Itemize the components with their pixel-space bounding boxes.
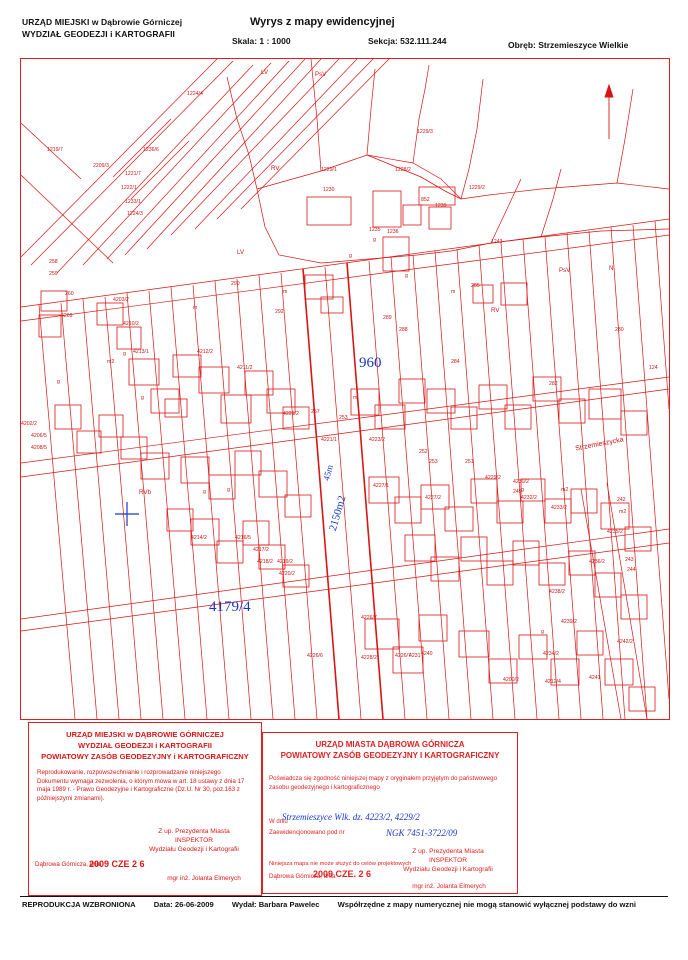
- parcel-label: 1233/1: [125, 199, 141, 205]
- soil-class-label: LV: [261, 69, 269, 76]
- parcel-label: 257: [311, 409, 320, 415]
- street-name-label: Strzemieszycka: [574, 436, 625, 453]
- parcel-label: 1224/3: [127, 211, 143, 217]
- stamp-right-auth1: Z up. Prezydenta Miasta: [412, 848, 484, 855]
- parcel-label: 4213/1: [133, 349, 149, 355]
- handwritten-record-number: NGK 7451-3722/09: [386, 828, 458, 838]
- parcel-label: 4228/2: [361, 655, 377, 661]
- stamp-left-signer: mgr inż. Jolanta Elmerych: [167, 875, 241, 882]
- parcel-label: 4242/2: [617, 639, 633, 645]
- parcel-label: m2: [561, 487, 569, 493]
- document-footer: [22, 900, 672, 909]
- stamp-right-date-value: 2009 CZE. 2 6: [313, 869, 372, 879]
- parcel-label: 4232/2: [521, 495, 537, 501]
- parcel-label: g: [405, 273, 408, 279]
- parcel-label: 282: [549, 381, 558, 387]
- parcel-label: 290: [231, 281, 240, 287]
- stamp-right-body: Poświadcza się zgodność niniejszej mapy z oryginałem przyjętym do państwowego zasobu geodezyjnego i kartograficznego: [269, 775, 498, 791]
- parcel-label: 252: [419, 449, 428, 455]
- parcel-label: g: [541, 629, 544, 635]
- soil-class-label: PsV: [559, 267, 571, 274]
- stamp-left-line1: URZĄD MIEJSKI w DĄBROWIE GÓRNICZEJ: [66, 730, 224, 739]
- parcel-label: 1219/7: [47, 147, 63, 153]
- footer-repro: REPRODUKCJA WZBRONIONA: [22, 900, 136, 909]
- stamp-left-date-value: 2009 CZE 2 6: [89, 859, 145, 869]
- parcel-label: 1235: [369, 227, 381, 233]
- parcel-label: 259: [49, 271, 58, 277]
- stamp-right-auth2: INSPEKTOR: [429, 857, 467, 864]
- soil-class-label: N: [609, 265, 614, 272]
- parcel-label: 4238/2: [549, 589, 565, 595]
- parcel-label: 285: [471, 283, 480, 289]
- stamp-right-signer: mgr inż. Jolanta Elmerych: [412, 883, 486, 890]
- parcel-label: 253: [339, 415, 348, 421]
- parcel-label: 4211/2: [237, 365, 253, 371]
- stamp-left-auth3: Wydziału Geodezji i Kartografii: [149, 846, 239, 853]
- stamp-right-date-label: Dąbrowa Górnicza, dnia: [269, 873, 336, 880]
- parcel-label: 251: [465, 459, 474, 465]
- parcel-label: 4216/5: [235, 535, 251, 541]
- parcel-label: 1243: [491, 239, 503, 245]
- parcel-label: 4234/2: [543, 651, 559, 657]
- parcel-label: 4226/7: [395, 653, 411, 659]
- parcel-label: 1229/3: [417, 129, 433, 135]
- parcel-label: m: [193, 305, 198, 311]
- stamp-left-date-label: Dąbrowa Górnicza, dnia: [35, 861, 102, 868]
- parcel-label: g: [141, 395, 144, 401]
- parcel-label: 4235/2: [607, 529, 623, 535]
- stamp-left-auth2: INSPEKTOR: [175, 837, 213, 844]
- parcel-label: m: [451, 289, 456, 295]
- parcel-label: 4236/2: [589, 559, 605, 565]
- stamp-left-title: [39, 729, 251, 762]
- parcel-label: 242: [617, 497, 626, 503]
- footer-divider: [20, 896, 668, 897]
- handwritten-parcel-ref: Strzemieszyce Wlk. dz. 4223/2, 4229/2: [282, 812, 420, 822]
- parcel-label: 1236: [387, 229, 399, 235]
- parcel-label: 4200/2: [503, 677, 519, 683]
- north-arrow: [605, 85, 613, 139]
- parcel-label: g: [227, 487, 230, 493]
- soil-class-label: RVb: [139, 489, 151, 496]
- stamp-right-title: [269, 739, 511, 761]
- footer-date: Data: 26-06-2009: [153, 900, 214, 909]
- parcel-label: 288: [399, 327, 408, 333]
- parcel-label: 4229/2: [485, 475, 501, 481]
- soil-class-label: LV: [237, 249, 245, 256]
- stamp-left-line3: POWIATOWY ZASÓB GEODEZYJNY i KARTOGRAFICZNY: [41, 752, 249, 761]
- parcel-label: 1229/1: [321, 167, 337, 173]
- parcel-label: g: [57, 379, 60, 385]
- stamp-right-record-label: Zaewidencjonowano pod nr: [269, 829, 345, 836]
- stamp-left-body: Reprodukowanie, rozpowszechnianie i rozprowadzanie niniejszego Dokumentu wymaga zezwolenia, o którym mowa w art. 18 ustawy z dnia 17 maja 1989 r. - Prawo Geodezyjne i Kartograficzne (Dz.U. Nr 30, poz.163 z późniejszymi zmianami).: [37, 769, 245, 802]
- page-title: Wyrys z mapy ewidencyjnej: [250, 16, 395, 28]
- parcel-label: g: [123, 351, 126, 357]
- parcel-label: 852: [421, 197, 430, 203]
- parcel-label: 4210/2: [123, 321, 139, 327]
- map-drawing: [21, 59, 669, 719]
- footer-note: Współrzędne z mapy numerycznej nie mogą stanowić wyłącznej podstawy do wzni: [337, 900, 636, 909]
- parcel-label: g: [521, 487, 524, 493]
- stamp-right-line2: POWIATOWY ZASÓB GEODEZYJNY I KARTOGRAFICZNY: [280, 751, 500, 760]
- parcel-label: 4230/2: [513, 479, 529, 485]
- parcel-label: 4218/2: [257, 559, 273, 565]
- stamp-office-left: [28, 722, 262, 896]
- parcel-label: 284: [451, 359, 460, 365]
- parcel-label: 4220/2: [279, 571, 295, 577]
- parcel-label: 4241: [589, 675, 601, 681]
- map-district: Obręb: Strzemieszyce Wielkie: [508, 40, 629, 50]
- parcel-label: 4217/2: [253, 547, 269, 553]
- parcel-label: 4214/2: [191, 535, 207, 541]
- parcel-label: 4219/2: [277, 559, 293, 565]
- parcel-label: m: [283, 289, 288, 295]
- parcel-label: 4227/1: [373, 483, 389, 489]
- parcel-label: 260: [65, 291, 74, 297]
- parcel-label: g: [373, 237, 376, 243]
- parcel-label: 4269: [61, 313, 73, 319]
- soil-class-label: RV: [491, 307, 500, 314]
- parcel-label: 4239/2: [561, 619, 577, 625]
- office-line-2: WYDZIAŁ GEODEZJI i KARTOGRAFII: [22, 29, 176, 39]
- parcel-label: 4212/4: [545, 679, 561, 685]
- handwritten-length-note: 45m: [321, 463, 336, 482]
- map-section: Sekcja: 532.111.244: [368, 36, 447, 46]
- parcel-label: 4203/2: [113, 297, 129, 303]
- parcel-label: 1221/7: [125, 171, 141, 177]
- parcel-label: 253: [429, 459, 438, 465]
- parcel-label: 289: [383, 315, 392, 321]
- parcel-label: 4227/2: [425, 495, 441, 501]
- parcel-label: 280: [615, 327, 624, 333]
- stamp-left-authority: [139, 827, 249, 854]
- parcel-label: 292: [275, 309, 284, 315]
- stamp-right-date-field-label: W dniu: [269, 819, 288, 825]
- soil-class-label: RV: [271, 165, 280, 172]
- parcel-label: 1222/1: [121, 185, 137, 191]
- parcel-label: m2: [619, 509, 627, 515]
- parcel-label: 4212/2: [197, 349, 213, 355]
- parcel-label: 4226/7: [361, 615, 377, 621]
- parcel-label: 243: [625, 557, 634, 563]
- cadastral-map: [20, 58, 670, 720]
- parcel-label: g: [203, 489, 206, 495]
- stamp-right-auth3: Wydziału Geodezji i Kartografii: [403, 866, 493, 873]
- parcel-label: 4226/6: [307, 653, 323, 659]
- parcel-label: m2: [107, 359, 115, 365]
- parcel-label: 1224/4: [187, 91, 203, 97]
- parcel-label: 4223/2: [369, 437, 385, 443]
- parcel-label: 249: [513, 489, 522, 495]
- parcel-label: m: [353, 395, 358, 401]
- parcel-label: 4208/5: [31, 445, 47, 451]
- stamp-left-line2: WYDZIAŁ GEODEZJI i KARTOGRAFII: [77, 741, 213, 750]
- parcel-label: 258: [49, 259, 58, 265]
- parcel-label: 4221/1: [321, 437, 337, 443]
- parcel-label: 1239: [435, 203, 447, 209]
- stamp-right-warning: Niniejsza mapa nie może służyć do celów projektowych: [269, 861, 412, 867]
- footer-issuer: Wydał: Barbara Pawelec: [231, 900, 320, 909]
- parcel-label: 4240: [421, 651, 433, 657]
- parcel-label: 124: [649, 365, 658, 371]
- issuing-office: [22, 16, 182, 40]
- parcel-label: 1229/2: [469, 185, 485, 191]
- parcel-label: 4221/2: [283, 411, 299, 417]
- handwritten-signature-number: 4179/4: [209, 599, 251, 615]
- office-line-1: URZĄD MIEJSKI w Dąbrowie Górniczej: [22, 17, 183, 27]
- handwritten-area-note: 2150m2: [327, 494, 349, 533]
- parcel-label: 4206/5: [31, 433, 47, 439]
- parcel-label: g: [349, 253, 352, 259]
- parcel-label: 244: [627, 567, 636, 573]
- stamp-left-auth1: Z up. Prezydenta Miasta: [158, 828, 230, 835]
- parcel-label: 2209/3: [93, 163, 109, 169]
- parcel-label: 1228/2: [395, 167, 411, 173]
- document-header: [0, 0, 688, 56]
- soil-class-label: PsV: [315, 71, 327, 78]
- handwritten-parcel-number: 960: [359, 355, 382, 371]
- parcel-label: 4233/2: [551, 505, 567, 511]
- map-scale: Skala: 1 : 1000: [232, 36, 291, 46]
- parcel-label: 1236/6: [143, 147, 159, 153]
- parcel-label: 4202/2: [21, 421, 37, 427]
- parcel-label: 1230: [323, 187, 335, 193]
- stamp-right-line1: URZĄD MIASTA DĄBROWA GÓRNICZA: [315, 740, 465, 749]
- parcel-label: 4231: [409, 653, 421, 659]
